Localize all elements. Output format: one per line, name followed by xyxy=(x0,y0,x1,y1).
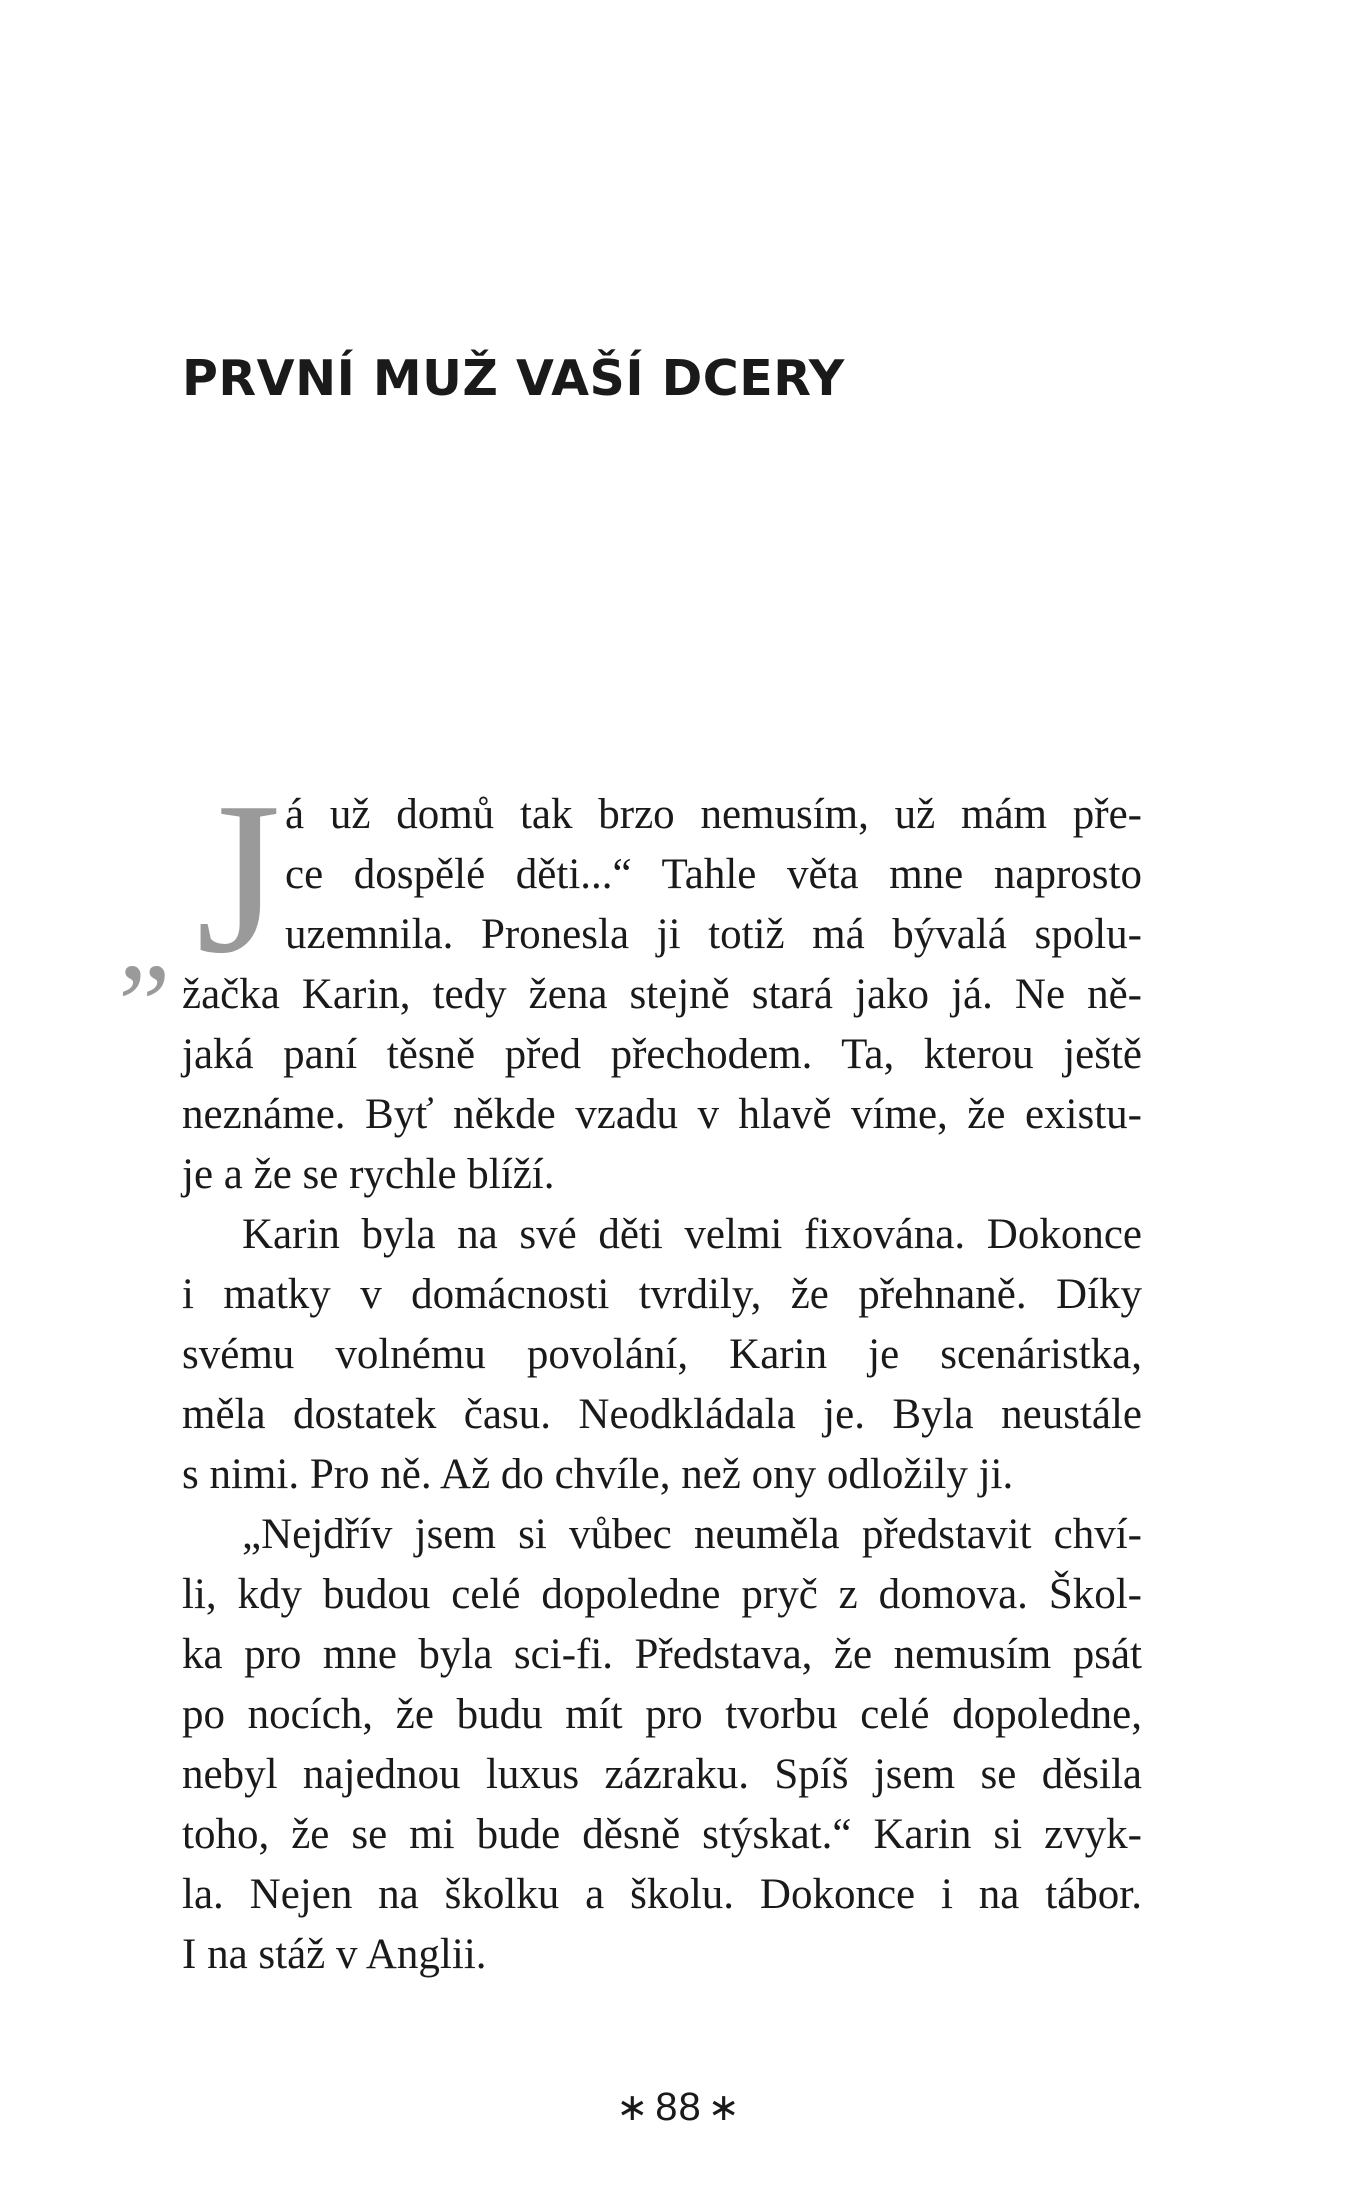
paragraph-2 xyxy=(182,1205,1142,1505)
text-line: toho, že se mi bude děsně stýskat.“ Karin si zvyk- xyxy=(182,1811,1142,1858)
text-line: svému volnému povolání, Karin je scenáristka, xyxy=(182,1331,1142,1378)
text-line: je a že se rychle blíží. xyxy=(182,1151,555,1198)
text-line: žačka Karin, tedy žena stejně stará jako já. Ne ně- xyxy=(182,971,1142,1018)
page-number: 88 xyxy=(655,2085,702,2129)
text-line: li, kdy budou celé dopoledne pryč z domova. Škol- xyxy=(182,1571,1142,1618)
chapter-title: PRVNÍ MUŽ VAŠÍ DCERY xyxy=(182,350,845,407)
text-line: jaká paní těsně před přechodem. Ta, kterou ještě xyxy=(182,1031,1142,1078)
text-line: á už domů tak brzo nemusím, už mám pře- xyxy=(285,791,1142,838)
text-line: neznáme. Byť někde vzadu v hlavě víme, že existu- xyxy=(182,1091,1142,1138)
text-line: nebyl najednou luxus zázraku. Spíš jsem se děsila xyxy=(182,1751,1142,1798)
dropcap-quote-mark: „ xyxy=(118,873,171,1004)
text-line: Karin byla na své děti velmi fixována. Dokonce xyxy=(242,1211,1142,1258)
paragraph-1 xyxy=(182,785,1142,1205)
dropcap-letter: J xyxy=(196,758,281,999)
ornament-star-icon: ∗ xyxy=(616,2085,650,2129)
body-text xyxy=(182,785,1142,1985)
text-line: ka pro mne byla sci-fi. Představa, že nemusím psát xyxy=(182,1631,1142,1678)
paragraph-3 xyxy=(182,1505,1142,1985)
text-line: i matky v domácnosti tvrdily, že přehnaně. Díky xyxy=(182,1271,1142,1318)
page-footer xyxy=(0,2085,1357,2130)
text-line: měla dostatek času. Neodkládala je. Byla neustále xyxy=(182,1391,1142,1438)
text-line: uzemnila. Pronesla ji totiž má bývalá spolu- xyxy=(285,911,1142,958)
text-line: la. Nejen na školku a školu. Dokonce i na tábor. xyxy=(182,1871,1142,1918)
ornament-star-icon: ∗ xyxy=(707,2085,741,2129)
text-line: ce dospělé děti...“ Tahle věta mne naprosto xyxy=(285,851,1142,898)
text-line: I na stáž v Anglii. xyxy=(182,1931,487,1978)
text-line: po nocích, že budu mít pro tvorbu celé dopoledne, xyxy=(182,1691,1142,1738)
text-line: s nimi. Pro ně. Až do chvíle, než ony odložily ji. xyxy=(182,1451,1014,1498)
text-line: „Nejdřív jsem si vůbec neuměla představit chví- xyxy=(242,1511,1142,1558)
